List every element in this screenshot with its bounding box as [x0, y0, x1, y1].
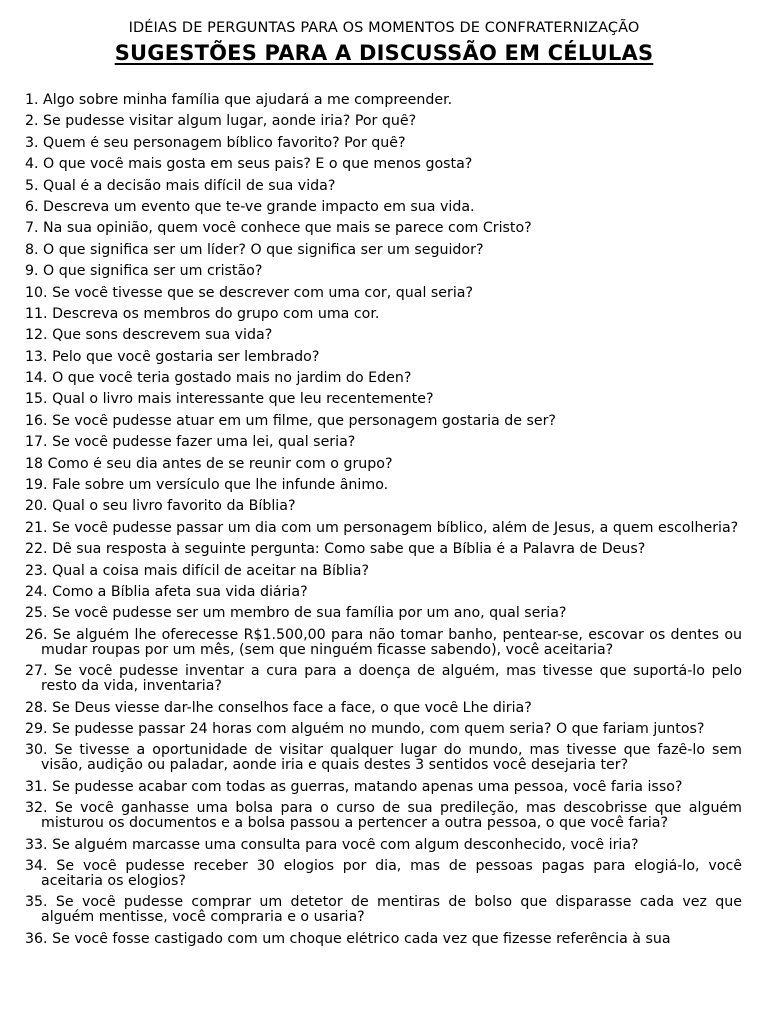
- question-item: 22. Dê sua resposta à seguinte pergunta: Como sabe que a Bíblia é a Palavra de Deus?: [25, 542, 646, 558]
- question-item: 7. Na sua opinião, quem você conhece que mais se parece com Cristo?: [25, 221, 532, 237]
- question-item: 28. Se Deus viesse dar-lhe conselhos face a face, o que você Lhe diria?: [25, 700, 532, 716]
- question-item: 5. Qual é a decisão mais difícil de sua vida?: [25, 178, 336, 194]
- question-item: 32. Se você ganhasse uma bolsa para o curso de sua predileção, mas descobrisse que alguém misturou os documentos e a bolsa passou a pertencer a outra pessoa, o que você faria?: [25, 801, 742, 832]
- question-item: 27. Se você pudesse inventar a cura para a doença de alguém, mas tivesse que suportá-lo pelo resto da vida, inventaria?: [25, 664, 742, 695]
- question-item: 16. Se você pudesse atuar em um filme, que personagem gostaria de ser?: [25, 413, 556, 429]
- question-item: 36. Se você fosse castigado com um choque elétrico cada vez que fizesse referência à sua: [25, 931, 671, 947]
- document-title: SUGESTÕES PARA A DISCUSSÃO EM CÉLULAS: [114, 41, 654, 65]
- question-item: 9. O que significa ser um cristão?: [25, 264, 263, 280]
- question-item: 15. Qual o livro mais interessante que leu recentemente?: [25, 392, 434, 408]
- question-item: 11. Descreva os membros do grupo com uma cor.: [25, 306, 380, 322]
- question-item: 35. Se você pudesse comprar um detetor de mentiras de bolso que disparasse cada vez que alguém mentisse, você compraria e o usaria?: [25, 895, 742, 926]
- question-item: 14. O que você teria gostado mais no jardim do Éden?: [25, 371, 412, 387]
- question-item: 26. Se alguém lhe oferecesse R$1.500,00 para não tomar banho, pentear-se, escovar os dentes ou mudar roupas por um mês, (sem que ninguém ficasse sabendo), você aceitaria?: [25, 627, 742, 658]
- question-item: 3. Quem é seu personagem bíblico favorito? Por quê?: [25, 135, 406, 151]
- document-subtitle: IDÉIAS DE PERGUNTAS PARA OS MOMENTOS DE CONFRATERNIZAÇÃO: [128, 20, 640, 36]
- question-item: 34. Se você pudesse receber 30 elogios por dia, mas de pessoas pagas para elogiá-lo, você aceitaria os elogios?: [25, 858, 742, 889]
- question-item: 12. Que sons descrevem sua vida?: [25, 328, 273, 344]
- question-item: 19. Fale sobre um versículo que lhe infunde ânimo.: [25, 478, 389, 494]
- question-item: 1. Algo sobre minha família que ajudará a me compreender.: [25, 93, 453, 108]
- question-item: 6. Descreva um evento que te-ve grande impacto em sua vida.: [25, 199, 475, 215]
- question-item: 13. Pelo que você gostaria ser lembrado?: [25, 349, 320, 365]
- question-item: 25. Se você pudesse ser um membro de sua família por um ano, qual seria?: [25, 606, 567, 622]
- question-item: 31. Se pudesse acabar com todas as guerras, matando apenas uma pessoa, você faria isso?: [25, 779, 683, 795]
- question-item: 18 Como é seu dia antes de se reunir com o grupo?: [25, 456, 393, 472]
- question-item: 17. Se você pudesse fazer uma lei, qual seria?: [25, 435, 356, 451]
- question-item: 20. Qual o seu livro favorito da Bíblia?: [25, 499, 296, 515]
- question-list: [25, 93, 742, 953]
- question-item: 21. Se você pudesse passar um dia com um personagem bíblico, além de Jesus, a quem escolheria?: [25, 520, 739, 536]
- question-item: 8. O que significa ser um líder? O que significa ser um seguidor?: [25, 242, 484, 258]
- question-item: 30. Se tivesse a oportunidade de visitar qualquer lugar do mundo, mas tivesse que fazê-lo sem visão, audição ou paladar, aonde iria e quais destes 3 sentidos você desejaria ter?: [25, 743, 742, 774]
- question-item: 29. Se pudesse passar 24 horas com alguém no mundo, com quem seria? O que fariam juntos?: [25, 721, 705, 737]
- question-item: 33. Se alguém marcasse uma consulta para você com algum desconhecido, você iria?: [25, 837, 639, 853]
- question-item: 10. Se você tivesse que se descrever com uma cor, qual seria?: [25, 285, 474, 301]
- question-item: 2. Se pudesse visitar algum lugar, aonde iria? Por quê?: [25, 114, 417, 130]
- question-item: 24. Como a Bíblia afeta sua vida diária?: [25, 584, 308, 600]
- question-item: 4. O que você mais gosta em seus pais? E o que menos gosta?: [25, 157, 473, 173]
- question-item: 23. Qual a coisa mais difícil de aceitar na Bíblia?: [25, 563, 370, 579]
